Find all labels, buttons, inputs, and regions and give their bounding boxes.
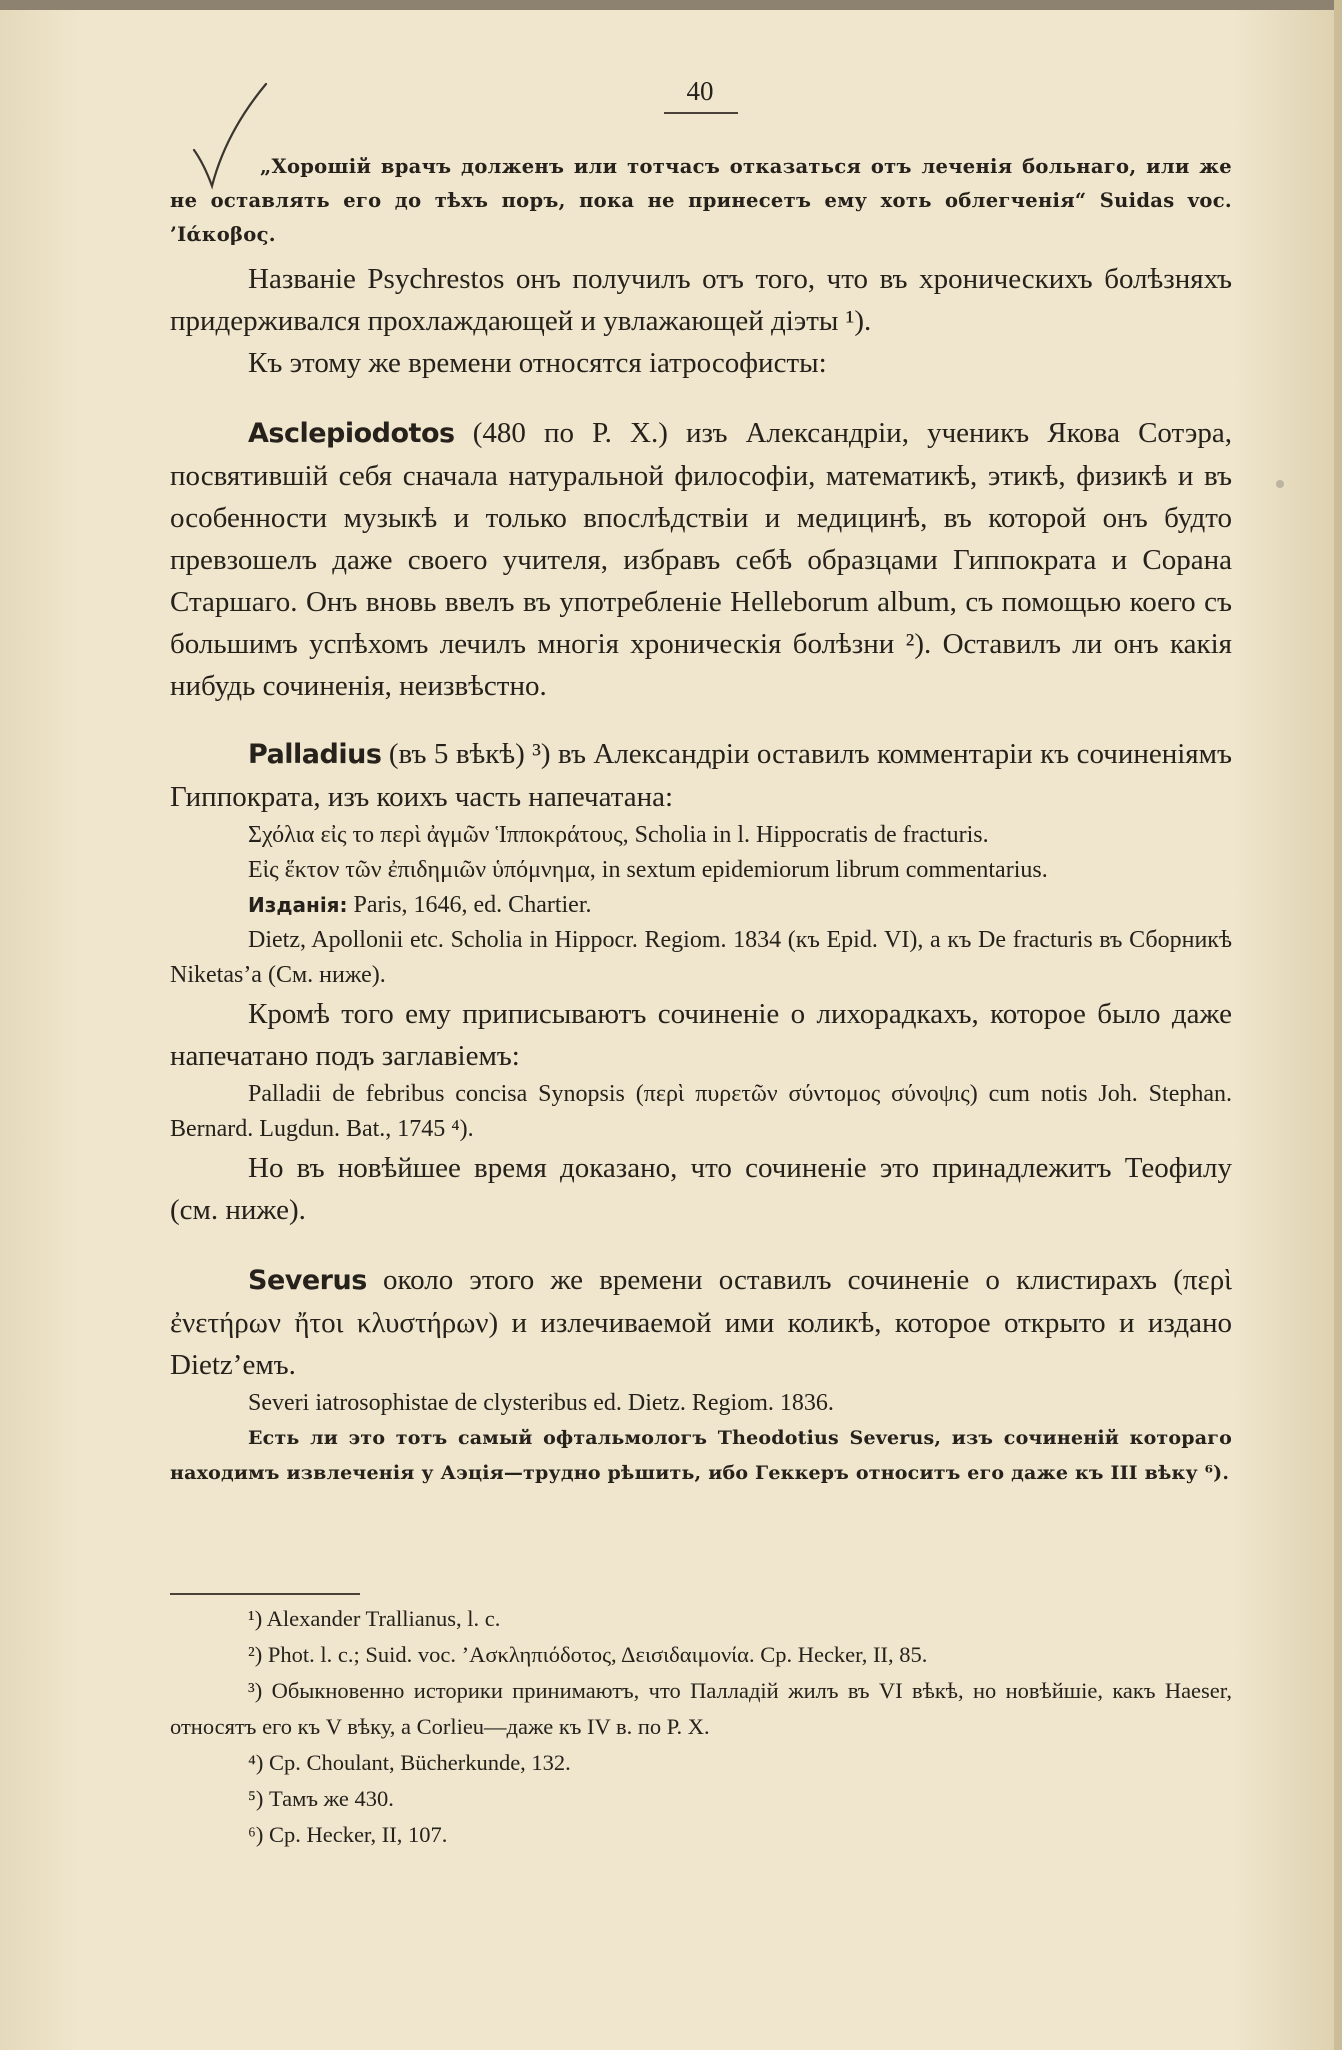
heading-palladius: Palladius bbox=[248, 739, 382, 770]
main-text bbox=[170, 150, 1232, 1491]
footnote-6: ⁶) Ср. Hecker, II, 107. bbox=[248, 1822, 448, 1847]
citation-editions bbox=[170, 888, 1232, 923]
page-number: 40 bbox=[686, 76, 714, 106]
footnote-5: ⁵) Тамъ же 430. bbox=[248, 1786, 394, 1811]
paragraph-psychrestos: Названіе Psychrestos онъ получилъ отъ того, что въ хроническихъ болѣзняхъ придерживался прохлаждающей и увлажающей діэты ¹). bbox=[170, 263, 1232, 337]
footnotes bbox=[170, 1601, 1232, 1853]
scan-speck bbox=[1276, 480, 1284, 488]
editions-text: Paris, 1646, ed. Chartier. bbox=[347, 892, 592, 918]
heading-asclepiodotos: Asclepiodotos bbox=[248, 418, 455, 449]
paragraph-fevers: Кромѣ того ему приписываютъ сочиненіе о лихорадкахъ, которое было даже напечатано подъ заглавіемъ: bbox=[170, 998, 1232, 1072]
footnote-4: ⁴) Ср. Choulant, Bücherkunde, 132. bbox=[248, 1750, 571, 1775]
citation-epidemiorum: Εἰς ἕκτον τῶν ἐπιδημιῶν ὑπόμνημα, in sextum epidemiorum librum commentarius. bbox=[248, 857, 1048, 883]
footnote-3: ³) Обыкновенно историки принимаютъ, что Палладій жилъ въ VI вѣкѣ, но новѣйшіе, какъ Haeser, относятъ его къ V вѣку, а Corlieu—даже къ IV в. по Р. Х. bbox=[170, 1678, 1232, 1739]
scan-right-edge bbox=[1334, 0, 1342, 2050]
citation-severi: Severi iatrosophistae de clysteribus ed. Dietz. Regiom. 1836. bbox=[248, 1390, 834, 1416]
scan-top-border bbox=[0, 0, 1342, 10]
section-asclepiodotos bbox=[170, 412, 1232, 707]
footnote-separator bbox=[170, 1593, 360, 1595]
palladius-text: (въ 5 вѣкѣ) ³) въ Александріи оставилъ комментаріи къ сочиненіямъ Гиппократа, изъ коихъ часть напечатана: bbox=[170, 738, 1232, 813]
note-theodotius: Есть ли это тотъ самый офтальмологъ Theodotius Severus, изъ сочиненій котораго находимъ извлеченія у Аэція—трудно рѣшить, ибо Геккеръ относитъ его даже къ III вѣку ⁶). bbox=[170, 1427, 1232, 1484]
severus-text: около этого же времени оставилъ сочиненіе о клистирахъ (περὶ ἐνετήρων ἤτοι κλυστήρων) и излечиваемой ими коликѣ, которое открыто и издано Dietz’емъ. bbox=[170, 1264, 1232, 1381]
footnote-2: ²) Phot. l. c.; Suid. voc. ’Ασκληπιόδοτος, Δεισιδαιμονία. Ср. Hecker, II, 85. bbox=[248, 1642, 928, 1667]
section-palladius bbox=[170, 733, 1232, 818]
footnote-1: ¹) Alexander Trallianus, l. c. bbox=[248, 1606, 501, 1631]
paragraph-theophilus: Но въ новѣйшее время доказано, что сочиненіе это принадлежитъ Теофилу (см. ниже). bbox=[170, 1152, 1232, 1226]
editions-label: Изданія: bbox=[248, 893, 348, 917]
citation-dietz: Dietz, Apollonii etc. Scholia in Hippocr. Regiom. 1834 (къ Epid. VI), а къ De fracturis въ Сборникѣ Niketas’a (См. ниже). bbox=[170, 927, 1232, 988]
heading-severus: Severus bbox=[248, 1265, 367, 1296]
asclepiodotos-text: (480 по Р. Х.) изъ Александріи, ученикъ Якова Сотэра, посвятившій себя сначала натуральной философіи, математикѣ, этикѣ, физикѣ и въ особенности музыкѣ и только впослѣдствіи и медицинѣ, въ которой онъ будто превзошелъ даже своего учителя, избравъ себѣ образцами Гиппократа и Сорана Старшаго. Онъ вновь ввелъ въ употребленіе Helleborum album, съ помощью коего съ большимъ успѣхомъ лечилъ многія хроническія болѣзни ²). Оставилъ ли онъ какія нибудь сочиненія, неизвѣстно. bbox=[170, 417, 1232, 702]
citation-scholia-fracturis: Σχόλια εἰς το περὶ ἀγμῶν Ἱπποκράτους, Scholia in l. Hippocratis de fracturis. bbox=[248, 822, 989, 848]
paragraph-iatrosophists: Къ этому же времени относятся іатрософисты: bbox=[248, 347, 827, 379]
citation-febribus: Palladii de febribus concisa Synopsis (περὶ πυρετῶν σύντομος σύνοψις) cum notis Joh. Stephan. Bernard. Lugdun. Bat., 1745 ⁴). bbox=[170, 1081, 1232, 1142]
quote-paragraph: „Хорошій врачъ долженъ или тотчасъ отказаться отъ леченія больнаго, или же не оставлять его до тѣхъ поръ, пока не принесетъ ему хоть облегченія“ Suidas voc. ’Ιάκοβος. bbox=[170, 155, 1232, 246]
section-severus bbox=[170, 1259, 1232, 1386]
page-number-rule bbox=[664, 112, 738, 114]
